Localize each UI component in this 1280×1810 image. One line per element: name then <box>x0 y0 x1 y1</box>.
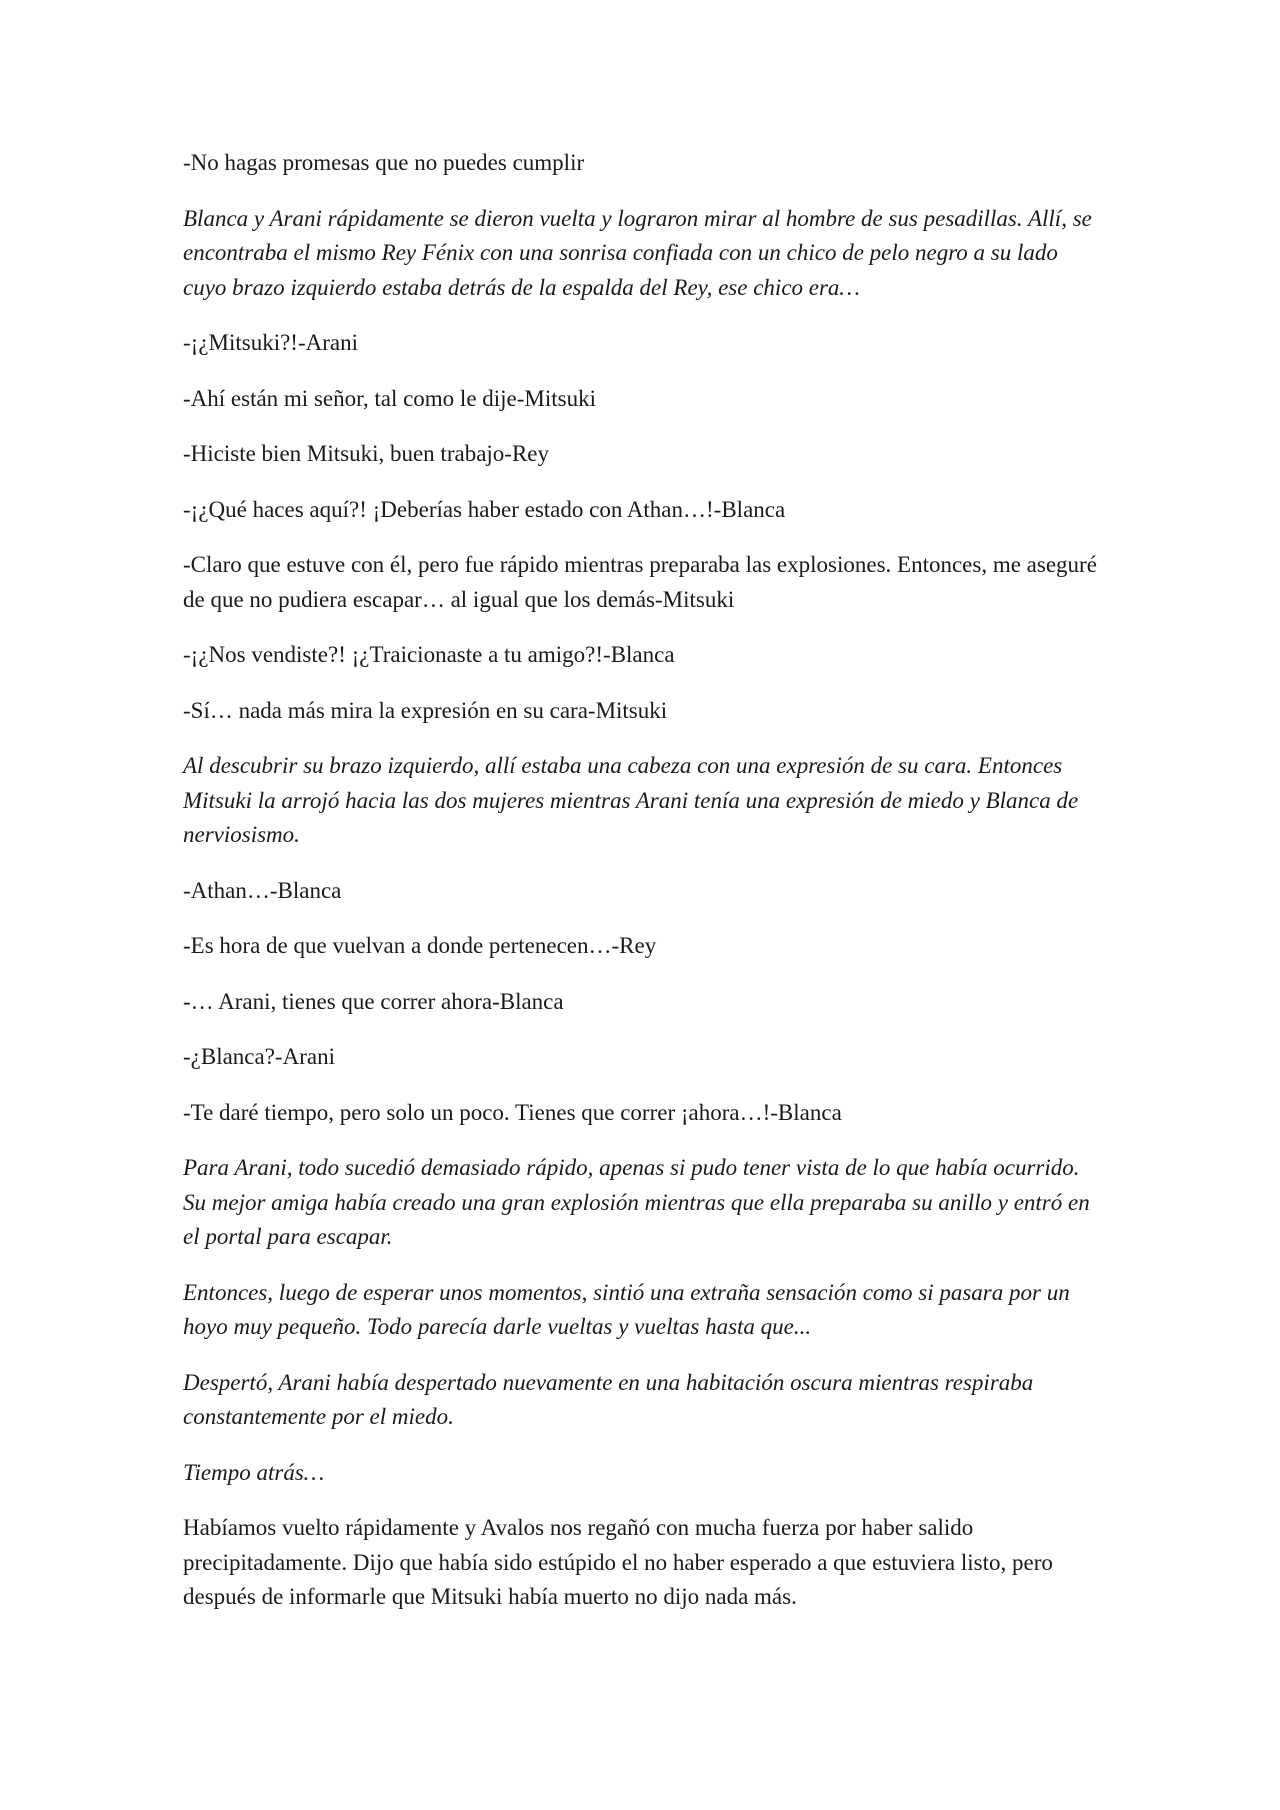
narration-paragraph-19: Tiempo atrás… <box>183 1459 325 1485</box>
paragraph-1: -No hagas promesas que no puedes cumplir <box>183 150 585 175</box>
paragraph-4: -Ahí están mi señor, tal como le dije-Mitsuki <box>183 385 597 411</box>
paragraph-9: -Sí… nada más mira la expresión en su cara-Mitsuki <box>183 697 668 723</box>
paragraph-8: -¡¿Nos vendiste?! ¡¿Traicionaste a tu amigo?!-Blanca <box>183 642 675 667</box>
paragraph-7: -Claro que estuve con él, pero fue rápido mientras preparaba las explosiones. Entonces, me aseguré de que no pudiera escapar… al igual que los demás-Mitsuki <box>183 552 1097 612</box>
paragraph-15: -Te daré tiempo, pero solo un poco. Tienes que correr ¡ahora…!-Blanca <box>183 1099 842 1125</box>
paragraph-3: -¡¿Mitsuki?!-Arani <box>183 330 358 355</box>
paragraph-12: -Es hora de que vuelvan a donde pertenecen…-Rey <box>183 933 657 958</box>
narration-paragraph-17: Entonces, luego de esperar unos momentos, sintió una extraña sensación como si pasara por un hoyo muy pequeño. Todo parecía darle vueltas y vueltas hasta que... <box>183 1279 1070 1339</box>
paragraph-20: Habíamos vuelto rápidamente y Avalos nos regañó con mucha fuerza por haber salido precipitadamente. Dijo que había sido estúpido el no haber esperado a que estuviera listo, pero después de informarle que Mitsuki había muerto no dijo nada más. <box>183 1515 1053 1609</box>
paragraph-5: -Hiciste bien Mitsuki, buen trabajo-Rey <box>183 441 550 466</box>
narration-paragraph-2: Blanca y Arani rápidamente se dieron vuelta y lograron mirar al hombre de sus pesadillas. Allí, se encontraba el mismo Rey Fénix con una sonrisa confiada con un chico de pelo negro a su lado cuyo brazo izquierdo estaba detrás de la espalda del Rey, ese chico era… <box>183 205 1092 300</box>
document-page <box>183 146 1103 1615</box>
paragraph-6: -¡¿Qué haces aquí?! ¡Deberías haber estado con Athan…!-Blanca <box>183 496 786 522</box>
paragraph-14: -¿Blanca?-Arani <box>183 1044 335 1069</box>
narration-paragraph-18: Despertó, Arani había despertado nuevamente en una habitación oscura mientras respiraba constantemente por el miedo. <box>183 1369 1034 1429</box>
narration-paragraph-16: Para Arani, todo sucedió demasiado rápido, apenas si pudo tener vista de lo que había ocurrido. Su mejor amiga había creado una gran explosión mientras que ella preparaba su anillo y entró en el portal para escapar. <box>183 1155 1090 1249</box>
narration-paragraph-10: Al descubrir su brazo izquierdo, allí estaba una cabeza con una expresión de su cara. Entonces Mitsuki la arrojó hacia las dos mujeres mientras Arani tenía una expresión de miedo y Blanca de nerviosismo. <box>183 753 1079 847</box>
paragraph-13: -… Arani, tienes que correr ahora-Blanca <box>183 988 564 1014</box>
paragraph-11: -Athan…-Blanca <box>183 877 342 903</box>
